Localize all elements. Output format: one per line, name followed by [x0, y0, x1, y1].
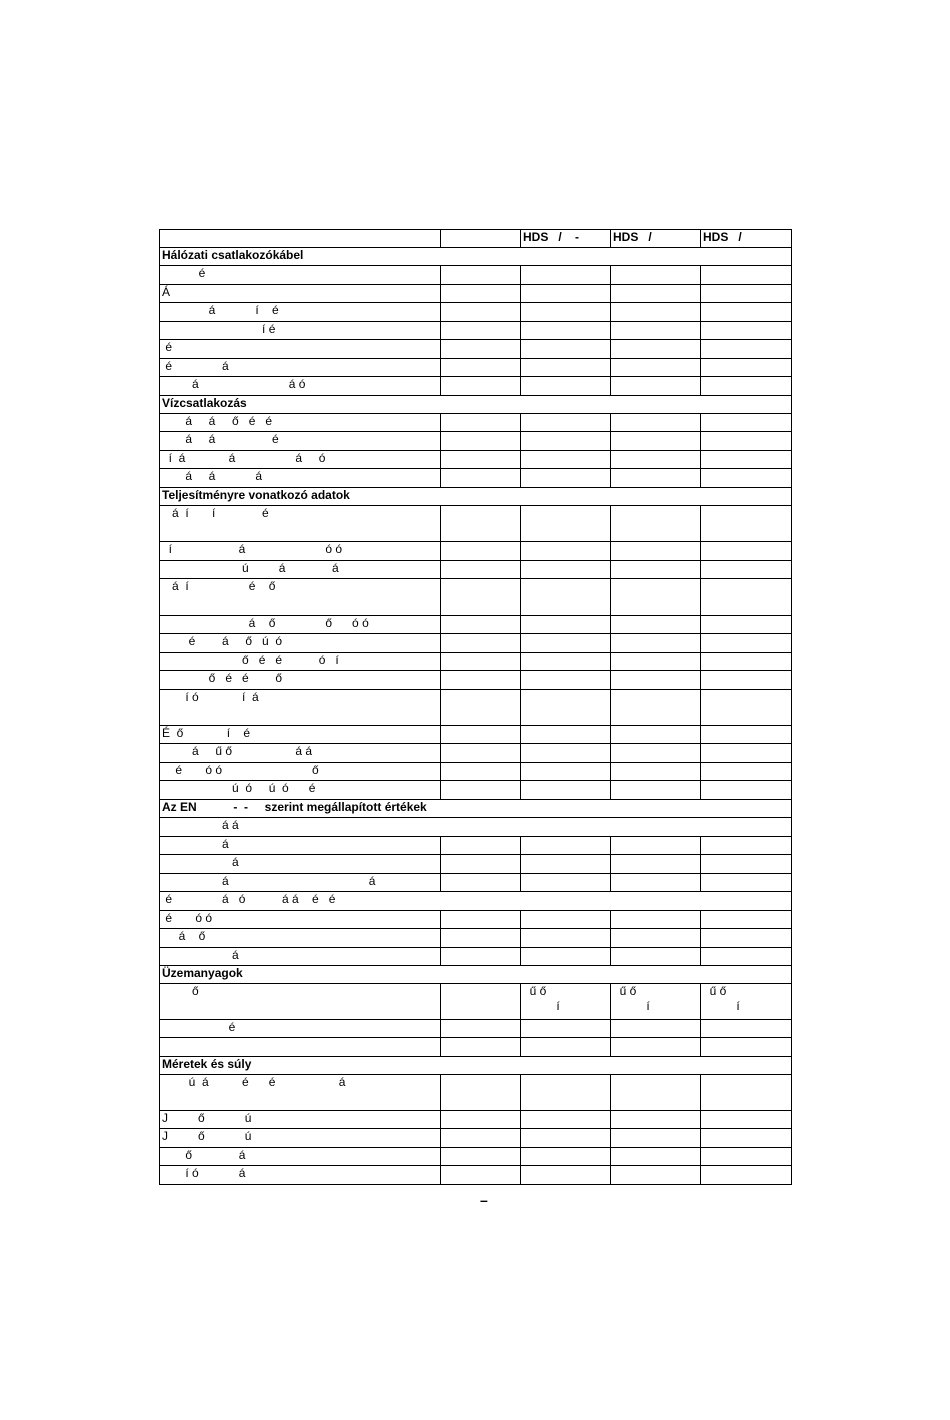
row-label: é á ő ú ó: [160, 634, 441, 653]
row-value-c2: [611, 948, 701, 966]
row-unit: [441, 322, 521, 340]
row-value-c1: [521, 579, 611, 616]
table-row: [160, 690, 792, 726]
row-unit: [441, 671, 521, 690]
table-row: [160, 984, 792, 1020]
row-value-c2: [611, 266, 701, 285]
row-value-c1: [521, 1166, 611, 1185]
table-row: [160, 1038, 792, 1057]
table-row: [160, 911, 792, 929]
row-value-c2: [611, 506, 701, 542]
row-unit: [441, 616, 521, 634]
table-row: [160, 634, 792, 653]
row-label: á: [160, 855, 441, 874]
row-value-c1: [521, 285, 611, 303]
row-value-c2: [611, 1111, 701, 1129]
row-label: á í í é: [160, 506, 441, 542]
row-label: á á ó: [160, 377, 441, 396]
row-value-c3: [701, 929, 792, 948]
row-value-c3: [701, 781, 792, 800]
row-label: á ű ő á á: [160, 744, 441, 763]
row-value-c2: [611, 781, 701, 800]
row-unit: [441, 726, 521, 744]
row-value-c1: [521, 377, 611, 396]
row-unit: [441, 340, 521, 359]
table-row: [160, 855, 792, 874]
row-unit: [441, 1148, 521, 1166]
row-value-c3: [701, 1038, 792, 1057]
row-value-c2: [611, 451, 701, 469]
row-value-c1: [521, 653, 611, 671]
table-row: [160, 322, 792, 340]
row-unit: [441, 432, 521, 451]
row-label: á: [160, 948, 441, 966]
row-unit: [441, 469, 521, 488]
row-unit: [441, 653, 521, 671]
table-row: [160, 781, 792, 800]
table-row: [160, 763, 792, 781]
row-unit: [441, 579, 521, 616]
row-label: Á: [160, 285, 441, 303]
table-row: [160, 616, 792, 634]
row-value-c1: [521, 874, 611, 892]
row-value-c1: ű ő í: [521, 984, 611, 1020]
row-unit: [441, 451, 521, 469]
row-value-c1: [521, 929, 611, 948]
row-unit: [441, 1038, 521, 1057]
row-value-c2: [611, 911, 701, 929]
row-value-c1: [521, 690, 611, 726]
row-value-c2: [611, 855, 701, 874]
row-unit: [441, 874, 521, 892]
table-row: [160, 579, 792, 616]
table-row: [160, 285, 792, 303]
row-unit: [441, 542, 521, 561]
row-value-c3: [701, 340, 792, 359]
row-label: ő á: [160, 1148, 441, 1166]
row-value-c1: [521, 744, 611, 763]
table-row: [160, 892, 792, 911]
row-value-c3: [701, 322, 792, 340]
row-value-c3: [701, 579, 792, 616]
row-unit: [441, 377, 521, 396]
row-value-c3: [701, 855, 792, 874]
row-value-c1: [521, 1148, 611, 1166]
row-label: á á á: [160, 469, 441, 488]
row-value-c1: [521, 1038, 611, 1057]
row-label: é ó ó: [160, 911, 441, 929]
row-value-c2: [611, 1075, 701, 1111]
row-value-c3: [701, 469, 792, 488]
row-unit: [441, 303, 521, 322]
row-label: í á ó ó: [160, 542, 441, 561]
row-value-c1: [521, 303, 611, 322]
row-unit: [441, 690, 521, 726]
row-value-c3: [701, 414, 792, 432]
header-model-3: HDS /: [701, 230, 792, 248]
header-model-1: HDS / -: [521, 230, 611, 248]
row-value-c1: [521, 451, 611, 469]
row-value-c1: [521, 1075, 611, 1111]
row-label: á ő: [160, 929, 441, 948]
row-value-c3: [701, 1111, 792, 1129]
table-row: [160, 506, 792, 542]
row-value-c2: [611, 744, 701, 763]
row-label: ő é é ő: [160, 671, 441, 690]
row-value-c1: [521, 340, 611, 359]
row-unit: [441, 561, 521, 579]
row-value-c3: [701, 948, 792, 966]
row-label: á á: [160, 818, 792, 837]
row-value-c2: [611, 763, 701, 781]
header-unit: [441, 230, 521, 248]
row-unit: [441, 1166, 521, 1185]
row-value-c3: [701, 763, 792, 781]
row-label: ú á á: [160, 561, 441, 579]
row-unit: [441, 744, 521, 763]
row-unit: [441, 359, 521, 377]
row-label: é: [160, 340, 441, 359]
table-row: [160, 377, 792, 396]
row-value-c2: [611, 690, 701, 726]
row-value-c1: [521, 781, 611, 800]
row-value-c2: [611, 359, 701, 377]
table-row: [160, 542, 792, 561]
table-row: [160, 561, 792, 579]
section-header-row: [160, 396, 792, 414]
row-label: ő é é ó í: [160, 653, 441, 671]
row-unit: [441, 285, 521, 303]
row-value-c2: [611, 579, 701, 616]
row-label: [160, 1038, 441, 1057]
table-row: [160, 303, 792, 322]
row-label: J ő ú: [160, 1111, 441, 1129]
row-value-c2: [611, 414, 701, 432]
row-value-c1: [521, 1111, 611, 1129]
section-title: Hálózati csatlakozókábel: [160, 248, 792, 266]
row-value-c3: [701, 303, 792, 322]
row-unit: [441, 763, 521, 781]
section-header-row: [160, 800, 792, 818]
row-value-c3: [701, 1075, 792, 1111]
table-row: [160, 432, 792, 451]
row-value-c3: [701, 1129, 792, 1148]
row-value-c1: [521, 506, 611, 542]
row-value-c2: [611, 726, 701, 744]
row-value-c2: [611, 1038, 701, 1057]
section-title: Az EN - - szerint megállapított értékek: [160, 800, 792, 818]
table-row: [160, 671, 792, 690]
row-label: á ő ő ó ó: [160, 616, 441, 634]
row-value-c1: [521, 726, 611, 744]
section-header-row: [160, 1057, 792, 1075]
row-value-c3: [701, 726, 792, 744]
row-label: ú á é é á: [160, 1075, 441, 1111]
row-unit: [441, 855, 521, 874]
table-row: [160, 744, 792, 763]
table-row: [160, 1166, 792, 1185]
row-value-c3: [701, 634, 792, 653]
row-unit: [441, 948, 521, 966]
row-value-c3: [701, 1148, 792, 1166]
row-value-c2: [611, 874, 701, 892]
row-label: á í é ő: [160, 579, 441, 616]
row-value-c2: [611, 432, 701, 451]
row-value-c3: [701, 561, 792, 579]
row-value-c2: [611, 634, 701, 653]
row-value-c3: [701, 506, 792, 542]
table-row: [160, 1020, 792, 1038]
table-row: [160, 266, 792, 285]
row-label: á í é: [160, 303, 441, 322]
row-value-c3: [701, 377, 792, 396]
spec-table: [159, 229, 792, 1185]
row-value-c1: [521, 469, 611, 488]
spec-table-body: [160, 230, 792, 1185]
row-unit: [441, 634, 521, 653]
table-row: [160, 451, 792, 469]
section-header-row: [160, 248, 792, 266]
row-value-c1: [521, 837, 611, 855]
row-value-c2: [611, 1166, 701, 1185]
row-unit: [441, 1020, 521, 1038]
row-value-c3: [701, 451, 792, 469]
row-label: É ő í é: [160, 726, 441, 744]
row-value-c2: ű ő í: [611, 984, 701, 1020]
row-value-c2: [611, 929, 701, 948]
section-title: Vízcsatlakozás: [160, 396, 792, 414]
row-value-c3: [701, 744, 792, 763]
row-unit: [441, 1129, 521, 1148]
row-value-c3: [701, 1020, 792, 1038]
row-unit: [441, 911, 521, 929]
row-value-c1: [521, 616, 611, 634]
row-value-c2: [611, 303, 701, 322]
row-value-c1: [521, 671, 611, 690]
row-value-c2: [611, 377, 701, 396]
row-value-c3: [701, 285, 792, 303]
row-value-c2: [611, 653, 701, 671]
section-title: Méretek és súly: [160, 1057, 792, 1075]
row-value-c2: [611, 616, 701, 634]
row-value-c2: [611, 1148, 701, 1166]
row-label: é á ó á á é é: [160, 892, 792, 911]
row-unit: [441, 837, 521, 855]
row-label: ú ó ú ó é: [160, 781, 441, 800]
row-label: é ó ó ő: [160, 763, 441, 781]
row-value-c3: [701, 911, 792, 929]
row-value-c2: [611, 837, 701, 855]
row-label: í é: [160, 322, 441, 340]
header-model-2: HDS /: [611, 230, 701, 248]
row-value-c2: [611, 1020, 701, 1038]
table-row: [160, 1129, 792, 1148]
row-unit: [441, 414, 521, 432]
row-value-c3: [701, 653, 792, 671]
table-row: [160, 818, 792, 837]
row-unit: [441, 1111, 521, 1129]
row-value-c1: [521, 359, 611, 377]
row-value-c3: ű ő í: [701, 984, 792, 1020]
table-row: [160, 359, 792, 377]
row-label: ő: [160, 984, 441, 1020]
row-value-c1: [521, 542, 611, 561]
row-unit: [441, 506, 521, 542]
row-value-c3: [701, 1166, 792, 1185]
row-label: é: [160, 266, 441, 285]
row-label: í ó í á: [160, 690, 441, 726]
row-unit: [441, 984, 521, 1020]
row-value-c3: [701, 837, 792, 855]
row-label: á: [160, 837, 441, 855]
row-value-c3: [701, 432, 792, 451]
table-row: [160, 414, 792, 432]
row-unit: [441, 266, 521, 285]
row-value-c3: [701, 616, 792, 634]
section-header-row: [160, 966, 792, 984]
row-value-c2: [611, 285, 701, 303]
row-unit: [441, 929, 521, 948]
row-unit: [441, 1075, 521, 1111]
row-value-c1: [521, 1129, 611, 1148]
row-value-c1: [521, 432, 611, 451]
table-row: [160, 874, 792, 892]
section-header-row: [160, 488, 792, 506]
table-row: [160, 1075, 792, 1111]
row-label: á á: [160, 874, 441, 892]
row-value-c2: [611, 671, 701, 690]
row-value-c2: [611, 561, 701, 579]
row-value-c3: [701, 266, 792, 285]
row-label: á á é: [160, 432, 441, 451]
table-row: [160, 837, 792, 855]
row-value-c2: [611, 340, 701, 359]
row-value-c1: [521, 634, 611, 653]
table-row: [160, 929, 792, 948]
row-value-c2: [611, 322, 701, 340]
row-value-c2: [611, 1129, 701, 1148]
table-header-row: [160, 230, 792, 248]
row-value-c1: [521, 763, 611, 781]
row-label: J ő ú: [160, 1129, 441, 1148]
row-label: í á á á ó: [160, 451, 441, 469]
table-row: [160, 469, 792, 488]
row-label: í ó á: [160, 1166, 441, 1185]
row-value-c3: [701, 690, 792, 726]
row-value-c3: [701, 671, 792, 690]
row-value-c1: [521, 561, 611, 579]
table-row: [160, 1111, 792, 1129]
section-title: Üzemanyagok: [160, 966, 792, 984]
row-value-c2: [611, 469, 701, 488]
table-row: [160, 948, 792, 966]
row-label: é á: [160, 359, 441, 377]
row-unit: [441, 781, 521, 800]
section-title: Teljesítményre vonatkozó adatok: [160, 488, 792, 506]
row-label: é: [160, 1020, 441, 1038]
row-label: á á ő é é: [160, 414, 441, 432]
table-row: [160, 726, 792, 744]
page-number: –: [480, 1192, 488, 1208]
row-value-c1: [521, 855, 611, 874]
row-value-c3: [701, 874, 792, 892]
row-value-c3: [701, 359, 792, 377]
header-label: [160, 230, 441, 248]
row-value-c1: [521, 322, 611, 340]
row-value-c1: [521, 948, 611, 966]
table-row: [160, 340, 792, 359]
table-row: [160, 653, 792, 671]
row-value-c1: [521, 414, 611, 432]
table-row: [160, 1148, 792, 1166]
row-value-c2: [611, 542, 701, 561]
row-value-c1: [521, 1020, 611, 1038]
row-value-c1: [521, 911, 611, 929]
row-value-c1: [521, 266, 611, 285]
row-value-c3: [701, 542, 792, 561]
